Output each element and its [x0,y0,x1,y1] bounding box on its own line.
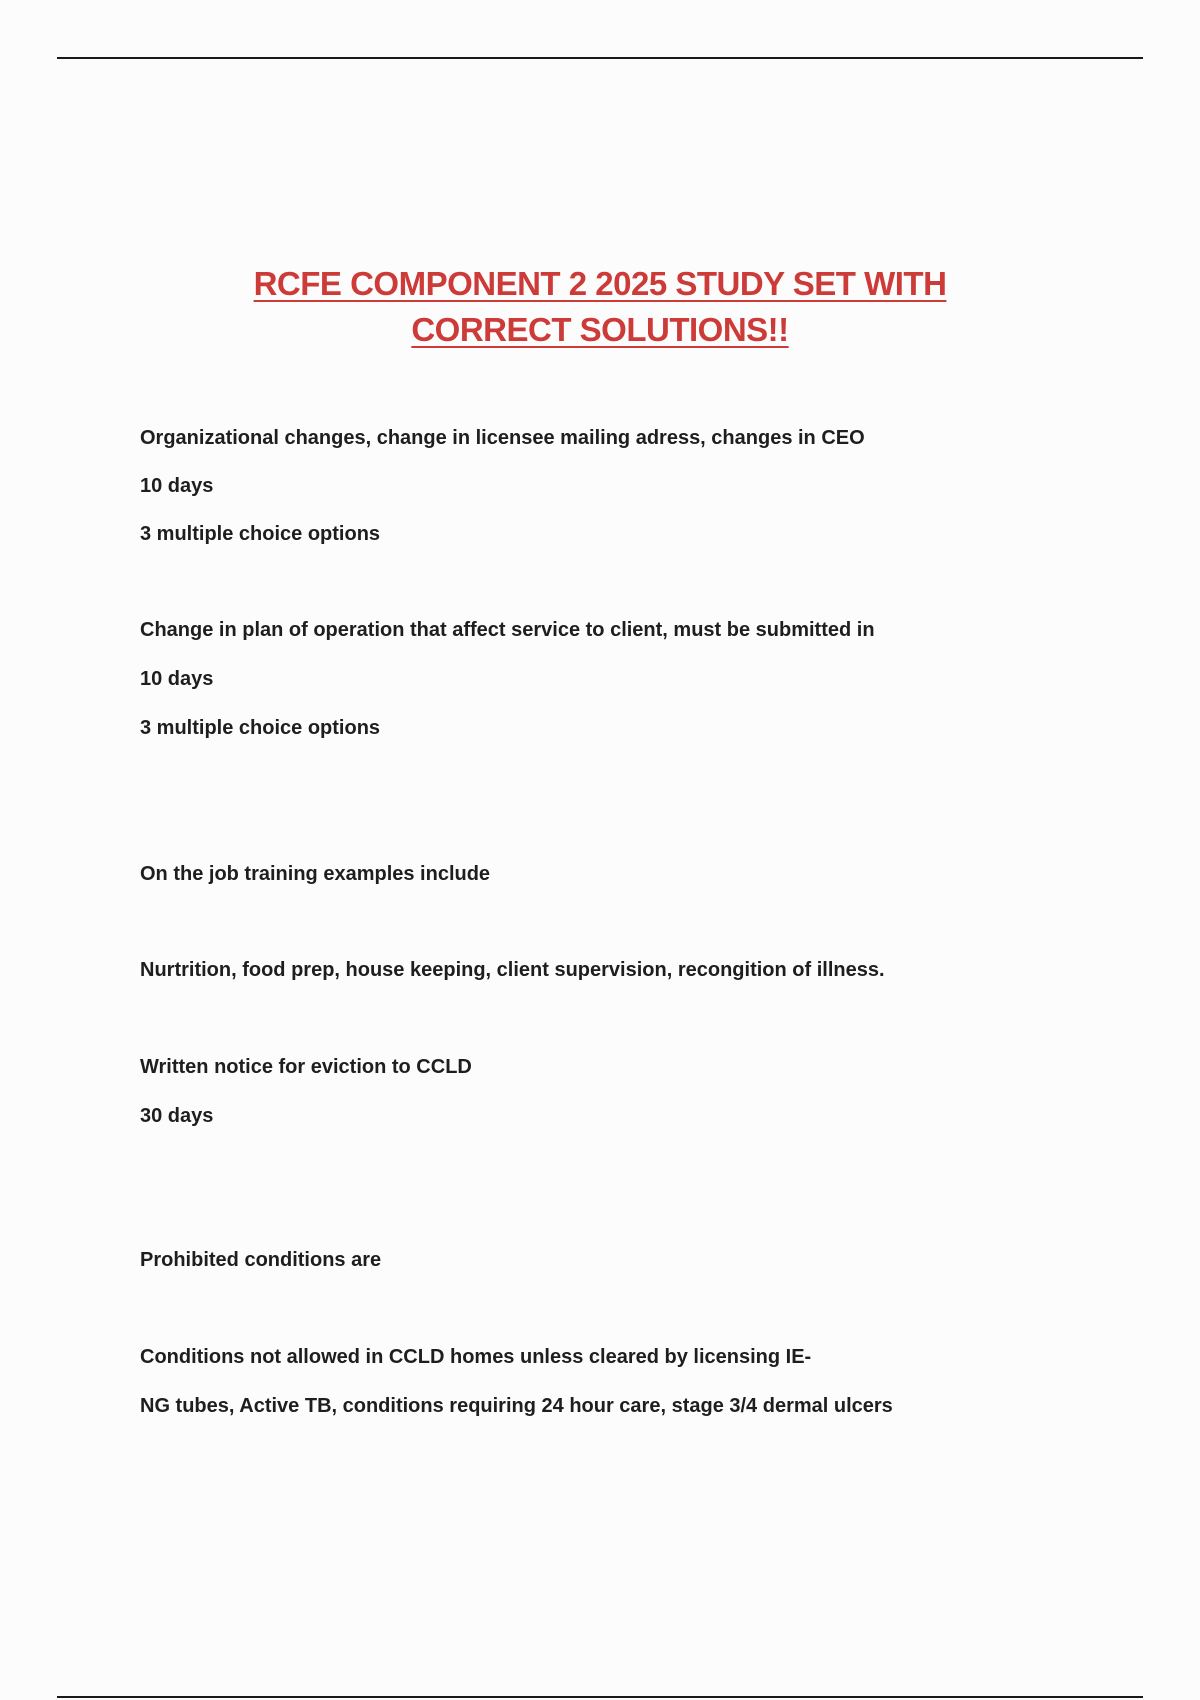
question-4-text: Written notice for eviction to CCLD [140,1056,472,1078]
top-rule [57,57,1143,59]
document-title-line-1: RCFE COMPONENT 2 2025 STUDY SET WITH [253,265,947,302]
question-2-text: Change in plan of operation that affect service to client, must be submitted in [140,619,875,641]
bottom-rule [57,1696,1143,1698]
question-3-text: On the job training examples include [140,863,491,885]
answer-1-note: 3 multiple choice options [140,523,381,545]
answer-1-text: 10 days [140,475,214,497]
answer-5-text: Conditions not allowed in CCLD homes unless cleared by licensing IE- [140,1346,812,1368]
answer-3-text: Nurtrition, food prep, house keeping, client supervision, recongition of illness. [140,959,885,981]
answer-4-text: 30 days [140,1105,214,1127]
document-title-line-2: CORRECT SOLUTIONS!! [411,311,789,348]
answer-2-note: 3 multiple choice options [140,717,381,739]
question-5-text: Prohibited conditions are [140,1249,382,1271]
answer-2-text: 10 days [140,668,214,690]
question-1-text: Organizational changes, change in licensee mailing adress, changes in CEO [140,427,865,449]
answer-5-text-continued: NG tubes, Active TB, conditions requiring 24 hour care, stage 3/4 dermal ulcers [140,1395,893,1417]
